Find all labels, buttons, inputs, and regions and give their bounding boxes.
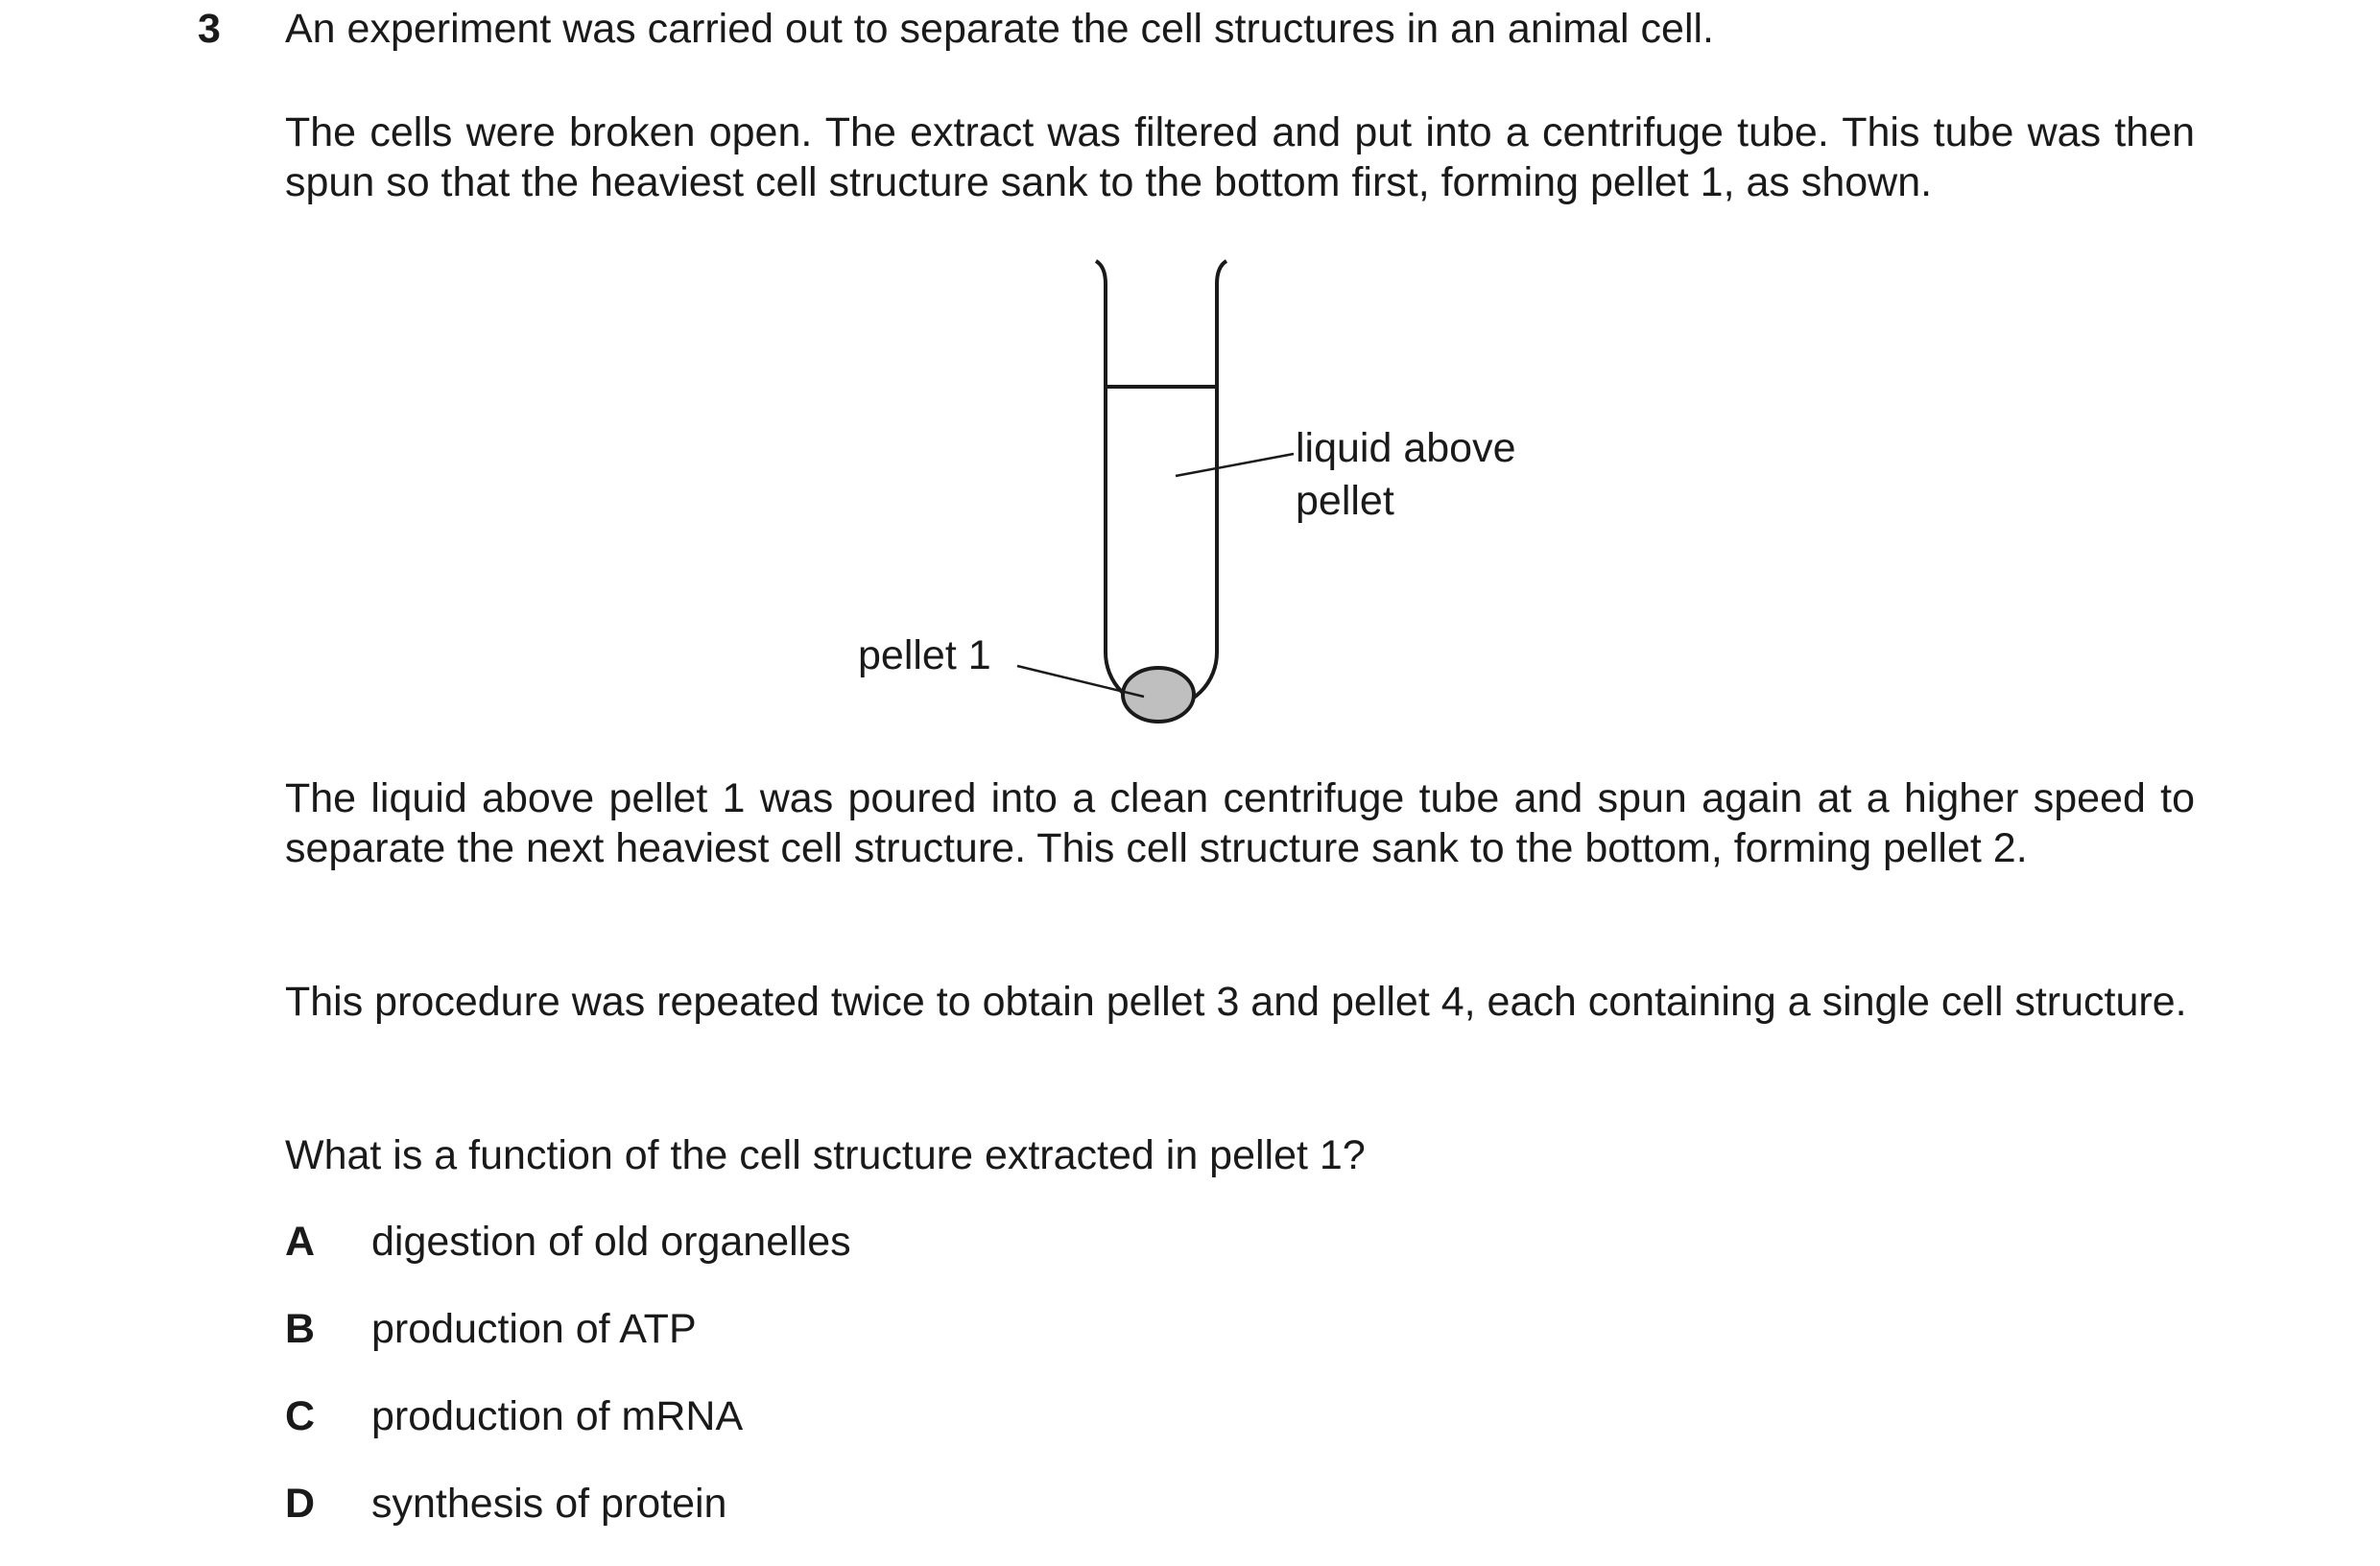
option-d[interactable]	[285, 1479, 2108, 1566]
liquid-leader-line	[1176, 454, 1294, 476]
tube-left-wall	[1096, 261, 1106, 652]
question-intro: An experiment was carried out to separate the cell structures in an animal cell.	[285, 6, 1715, 52]
option-letter: B	[285, 1306, 316, 1352]
label-pellet-1: pellet 1	[858, 632, 991, 678]
question-repeat: This procedure was repeated twice to obtain pellet 3 and pellet 4, each containing a single cell structure.	[285, 979, 2187, 1025]
label-liquid-above-pellet	[1296, 422, 1545, 528]
option-text: production of mRNA	[371, 1393, 744, 1439]
option-c[interactable]	[285, 1391, 2108, 1479]
answer-options	[285, 1217, 2108, 1566]
pellet-leader-line	[1017, 666, 1144, 697]
question-number: 3	[198, 6, 221, 52]
centrifuge-tube-diagram	[845, 249, 1574, 748]
question-prompt: What is a function of the cell structure extracted in pellet 1?	[285, 1132, 1366, 1178]
option-letter: D	[285, 1481, 316, 1527]
option-text: synthesis of protein	[371, 1481, 727, 1527]
option-letter: A	[285, 1219, 316, 1265]
option-b[interactable]	[285, 1304, 2108, 1391]
label-liquid-text: liquid above pellet	[1296, 425, 1516, 524]
option-a[interactable]	[285, 1217, 2108, 1304]
question-setup: The cells were broken open. The extract was filtered and put into a centrifuge tube. This tube was then spun so that the heaviest cell structure sank to the bottom first, forming pellet 1, as shown.	[285, 109, 2195, 205]
option-letter: C	[285, 1393, 316, 1439]
option-text: production of ATP	[371, 1306, 697, 1352]
tube-right-wall	[1217, 261, 1226, 652]
question-procedure: The liquid above pellet 1 was poured into a clean centrifuge tube and spun again at a higher speed to separate the next heaviest cell structure. This cell structure sank to the bottom, forming pellet 2.	[285, 775, 2195, 871]
option-text: digestion of old organelles	[371, 1219, 851, 1265]
